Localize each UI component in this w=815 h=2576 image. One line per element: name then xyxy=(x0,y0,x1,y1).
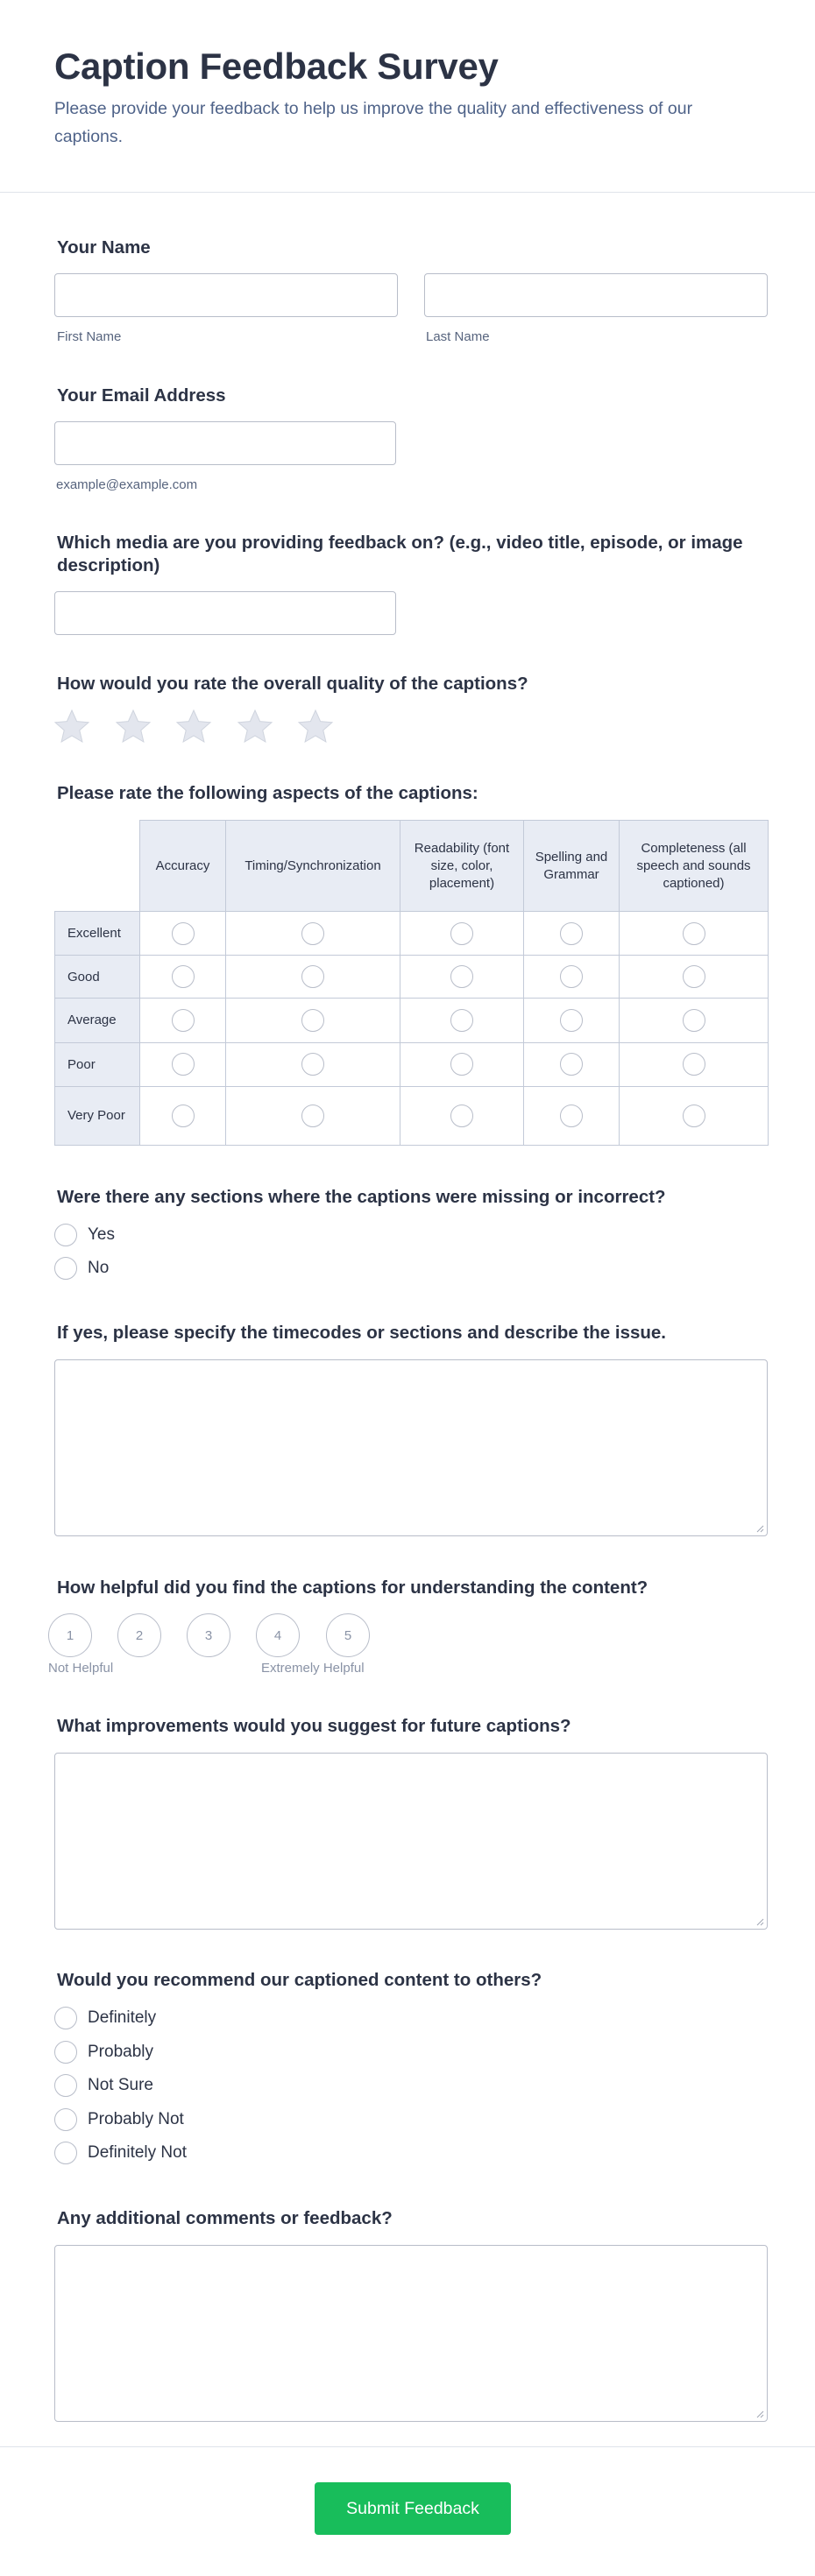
helpful-option-2[interactable]: 2 xyxy=(117,1613,161,1657)
matrix-cell xyxy=(140,1086,226,1145)
matrix-radio[interactable] xyxy=(172,965,195,988)
matrix-cell xyxy=(226,1042,400,1086)
matrix-radio[interactable] xyxy=(301,965,324,988)
radio-circle[interactable] xyxy=(54,2142,77,2164)
matrix-row-label: Average xyxy=(55,999,140,1042)
matrix-radio[interactable] xyxy=(683,1053,705,1076)
star-icon[interactable] xyxy=(53,708,91,745)
matrix-radio[interactable] xyxy=(301,1053,324,1076)
matrix-cell xyxy=(226,1086,400,1145)
matrix-radio[interactable] xyxy=(172,1053,195,1076)
rating-label: How would you rate the overall quality of the captions? xyxy=(57,674,528,694)
radio-label: Definitely xyxy=(88,2008,157,2027)
helpful-option-1[interactable]: 1 xyxy=(48,1613,92,1657)
star-icon[interactable] xyxy=(174,708,213,745)
improvements-label: What improvements would you suggest for future captions? xyxy=(57,1716,571,1736)
matrix-row-label: Good xyxy=(55,956,140,999)
matrix-radio[interactable] xyxy=(301,1009,324,1032)
aspects-matrix xyxy=(54,820,768,1146)
first-name-sublabel: First Name xyxy=(57,329,122,344)
recommend-option[interactable] xyxy=(54,2006,156,2030)
radio-label: Yes xyxy=(88,1225,115,1244)
resize-handle-icon[interactable] xyxy=(755,2410,764,2418)
matrix-cell xyxy=(620,999,769,1042)
matrix-radio[interactable] xyxy=(560,1105,583,1127)
matrix-cell xyxy=(140,999,226,1042)
matrix-cell xyxy=(400,956,524,999)
matrix-row xyxy=(55,912,769,956)
matrix-row xyxy=(55,1042,769,1086)
matrix-cell xyxy=(400,999,524,1042)
matrix-cell xyxy=(524,956,620,999)
radio-circle[interactable] xyxy=(54,2108,77,2131)
helpful-low-label: Not Helpful xyxy=(48,1661,114,1676)
submit-button[interactable]: Submit Feedback xyxy=(315,2482,511,2535)
recommend-option[interactable] xyxy=(54,2073,153,2098)
radio-circle[interactable] xyxy=(54,2041,77,2064)
helpful-option-3[interactable]: 3 xyxy=(187,1613,230,1657)
email-input[interactable] xyxy=(54,421,396,465)
matrix-cell xyxy=(400,1086,524,1145)
matrix-radio[interactable] xyxy=(560,965,583,988)
radio-label: Not Sure xyxy=(88,2076,153,2094)
matrix-radio[interactable] xyxy=(172,1105,195,1127)
missing-label: Were there any sections where the captions were missing or incorrect? xyxy=(57,1187,666,1207)
email-sublabel: example@example.com xyxy=(56,477,198,492)
matrix-row-label: Very Poor xyxy=(55,1086,140,1145)
matrix-radio[interactable] xyxy=(172,922,195,945)
helpful-high-label: Extremely Helpful xyxy=(261,1661,365,1676)
radio-label: No xyxy=(88,1259,110,1277)
matrix-cell xyxy=(620,1042,769,1086)
radio-label: Probably xyxy=(88,2042,153,2061)
last-name-input[interactable] xyxy=(424,273,768,317)
matrix-col-completeness: Completeness (all speech and sounds captioned) xyxy=(620,821,769,912)
matrix-cell xyxy=(400,912,524,956)
matrix-cell xyxy=(140,1042,226,1086)
matrix-radio[interactable] xyxy=(450,1009,473,1032)
star-icon[interactable] xyxy=(114,708,152,745)
recommend-option[interactable] xyxy=(54,2107,184,2132)
matrix-row-label: Poor xyxy=(55,1042,140,1086)
name-label: Your Name xyxy=(57,237,151,258)
radio-circle[interactable] xyxy=(54,1257,77,1280)
matrix-radio[interactable] xyxy=(683,1105,705,1127)
radio-circle[interactable] xyxy=(54,1224,77,1246)
recommend-option[interactable] xyxy=(54,2141,187,2165)
matrix-radio[interactable] xyxy=(301,1105,324,1127)
matrix-corner xyxy=(55,821,140,912)
page-title: Caption Feedback Survey xyxy=(54,46,499,87)
matrix-radio[interactable] xyxy=(683,965,705,988)
last-name-sublabel: Last Name xyxy=(426,329,490,344)
resize-handle-icon[interactable] xyxy=(755,1524,764,1533)
matrix-col-accuracy: Accuracy xyxy=(140,821,226,912)
matrix-row xyxy=(55,1086,769,1145)
matrix-cell xyxy=(226,912,400,956)
matrix-radio[interactable] xyxy=(683,922,705,945)
comments-label: Any additional comments or feedback? xyxy=(57,2208,393,2228)
improvements-textarea[interactable] xyxy=(54,1753,768,1930)
radio-circle[interactable] xyxy=(54,2007,77,2029)
comments-textarea[interactable] xyxy=(54,2245,768,2422)
matrix-row xyxy=(55,956,769,999)
form-header xyxy=(0,0,815,193)
star-icon[interactable] xyxy=(296,708,335,745)
matrix-cell xyxy=(620,1086,769,1145)
radio-label: Probably Not xyxy=(88,2109,184,2128)
media-input[interactable] xyxy=(54,591,396,635)
helpful-option-5[interactable]: 5 xyxy=(326,1613,370,1657)
radio-circle[interactable] xyxy=(54,2074,77,2097)
matrix-radio[interactable] xyxy=(450,1053,473,1076)
matrix-cell xyxy=(524,999,620,1042)
details-label: If yes, please specify the timecodes or sections and describe the issue. xyxy=(57,1323,666,1343)
missing-option-yes[interactable] xyxy=(54,1223,115,1247)
matrix-cell xyxy=(400,1042,524,1086)
page-subtitle: Please provide your feedback to help us improve the quality and effectiveness of our captions. xyxy=(54,99,693,146)
matrix-cell xyxy=(140,912,226,956)
matrix-cell xyxy=(620,912,769,956)
matrix-radio[interactable] xyxy=(683,1009,705,1032)
details-textarea[interactable] xyxy=(54,1359,768,1536)
matrix-col-spelling: Spelling and Grammar xyxy=(524,821,620,912)
matrix-col-timing: Timing/Synchronization xyxy=(226,821,400,912)
matrix-row xyxy=(55,999,769,1042)
email-label: Your Email Address xyxy=(57,385,226,406)
matrix-cell xyxy=(524,1042,620,1086)
matrix-label: Please rate the following aspects of the captions: xyxy=(57,783,478,803)
matrix-cell xyxy=(524,912,620,956)
first-name-input[interactable] xyxy=(54,273,398,317)
matrix-cell xyxy=(226,999,400,1042)
helpful-option-4[interactable]: 4 xyxy=(256,1613,300,1657)
recommend-option[interactable] xyxy=(54,2040,153,2064)
matrix-radio[interactable] xyxy=(450,922,473,945)
resize-handle-icon[interactable] xyxy=(755,1917,764,1926)
radio-label: Definitely Not xyxy=(88,2143,187,2162)
recommend-label: Would you recommend our captioned content to others? xyxy=(57,1970,542,1990)
matrix-cell xyxy=(524,1086,620,1145)
matrix-cell xyxy=(620,956,769,999)
matrix-radio[interactable] xyxy=(301,922,324,945)
matrix-radio[interactable] xyxy=(560,922,583,945)
matrix-row-label: Excellent xyxy=(55,912,140,956)
matrix-cell xyxy=(140,956,226,999)
star-icon[interactable] xyxy=(236,708,274,745)
matrix-radio[interactable] xyxy=(172,1009,195,1032)
matrix-cell xyxy=(226,956,400,999)
missing-option-no[interactable] xyxy=(54,1256,109,1281)
matrix-radio[interactable] xyxy=(450,965,473,988)
matrix-radio[interactable] xyxy=(450,1105,473,1127)
matrix-radio[interactable] xyxy=(560,1053,583,1076)
matrix-col-readability: Readability (font size, color, placement) xyxy=(400,821,524,912)
matrix-radio[interactable] xyxy=(560,1009,583,1032)
form-footer xyxy=(0,2446,815,2576)
media-label: Which media are you providing feedback on? (e.g., video title, episode, or image description) xyxy=(57,533,743,575)
helpful-label: How helpful did you find the captions for understanding the content? xyxy=(57,1577,648,1598)
